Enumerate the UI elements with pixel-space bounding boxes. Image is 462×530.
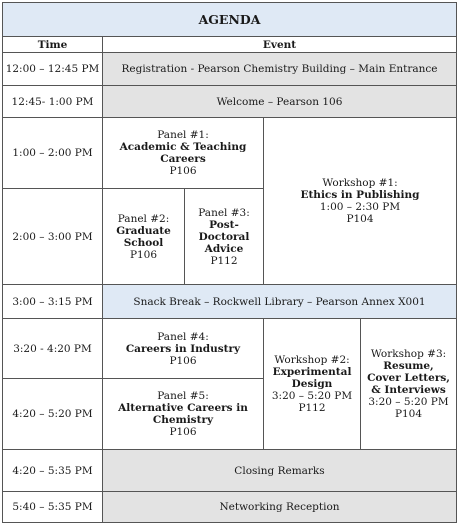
closing-remarks-event: Closing Remarks bbox=[103, 450, 457, 492]
session-time: 3:20 – 5:20 PM bbox=[271, 390, 353, 402]
session-title-line: School bbox=[123, 236, 164, 249]
time-cell: 4:20 – 5:20 PM bbox=[3, 379, 103, 450]
session-room: P106 bbox=[169, 354, 197, 367]
snack-break-event: Snack Break – Rockwell Library – Pearson Annex X001 bbox=[103, 285, 457, 319]
time-cell: 3:00 – 3:15 PM bbox=[3, 285, 103, 319]
agenda-table bbox=[2, 2, 457, 523]
session-label: Workshop #3: bbox=[370, 348, 447, 360]
session-label: Panel #4: bbox=[157, 330, 209, 343]
session-title-line: Resume, bbox=[383, 360, 434, 372]
workshop-1-cell bbox=[264, 118, 457, 285]
table-row bbox=[3, 450, 457, 492]
event-column-header: Event bbox=[103, 37, 457, 53]
session-room: P106 bbox=[169, 426, 197, 438]
session-label: Workshop #2: bbox=[274, 354, 350, 366]
time-cell: 4:20 – 5:35 PM bbox=[3, 450, 103, 492]
session-title-line: Academic & Teaching bbox=[119, 141, 247, 153]
session-title-line: Graduate bbox=[116, 224, 171, 237]
table-row bbox=[3, 319, 457, 379]
session-label: Panel #2: bbox=[117, 212, 170, 225]
panel-3-cell bbox=[185, 189, 264, 285]
table-row bbox=[3, 86, 457, 118]
session-title-line: Design bbox=[291, 378, 333, 390]
session-title-line: Careers in Industry bbox=[125, 342, 241, 355]
time-column-header: Time bbox=[3, 37, 103, 53]
session-room: P104 bbox=[346, 213, 374, 225]
session-title-line: Doctoral bbox=[198, 230, 250, 243]
session-title-line: Careers bbox=[160, 153, 206, 165]
session-time: 3:20 – 5:20 PM bbox=[368, 396, 449, 408]
panel-1-cell bbox=[103, 118, 264, 189]
session-label: Panel #1: bbox=[157, 129, 209, 141]
session-room: P112 bbox=[210, 254, 238, 267]
panel-2-cell bbox=[103, 189, 185, 285]
session-title-line: Post- bbox=[209, 218, 239, 231]
session-time: 1:00 – 2:30 PM bbox=[319, 201, 401, 213]
time-cell: 5:40 – 5:35 PM bbox=[3, 492, 103, 523]
session-room: P106 bbox=[129, 248, 158, 261]
session-title-line: Cover Letters, bbox=[367, 372, 450, 384]
workshop-2-cell bbox=[264, 319, 361, 450]
session-label: Workshop #1: bbox=[322, 177, 398, 189]
session-title-line: Experimental bbox=[272, 366, 352, 378]
welcome-event: Welcome – Pearson 106 bbox=[103, 86, 457, 118]
table-row bbox=[3, 118, 457, 189]
workshop-3-cell bbox=[361, 319, 457, 450]
time-cell: 2:00 – 3:00 PM bbox=[3, 189, 103, 285]
session-title-line: Ethics in Publishing bbox=[300, 189, 420, 201]
panel-4-cell bbox=[103, 319, 264, 379]
session-room: P112 bbox=[298, 402, 326, 414]
agenda-title: AGENDA bbox=[3, 3, 457, 37]
session-title-line: Advice bbox=[204, 242, 244, 255]
session-label: Panel #5: bbox=[157, 390, 209, 402]
session-room: P106 bbox=[169, 165, 197, 177]
registration-event: Registration - Pearson Chemistry Building – Main Entrance bbox=[103, 53, 457, 86]
panel-5-cell bbox=[103, 379, 264, 450]
session-room: P104 bbox=[394, 408, 423, 420]
time-cell: 12:00 – 12:45 PM bbox=[3, 53, 103, 86]
table-row bbox=[3, 53, 457, 86]
session-label: Panel #3: bbox=[198, 206, 250, 219]
table-row bbox=[3, 285, 457, 319]
time-cell: 1:00 – 2:00 PM bbox=[3, 118, 103, 189]
table-row bbox=[3, 492, 457, 523]
session-title-line: Alternative Careers in bbox=[118, 402, 248, 414]
time-cell: 3:20 - 4:20 PM bbox=[3, 319, 103, 379]
session-title-line: Chemistry bbox=[152, 414, 214, 426]
networking-reception-event: Networking Reception bbox=[103, 492, 457, 523]
time-cell: 12:45- 1:00 PM bbox=[3, 86, 103, 118]
session-title-line: & Interviews bbox=[371, 384, 446, 396]
